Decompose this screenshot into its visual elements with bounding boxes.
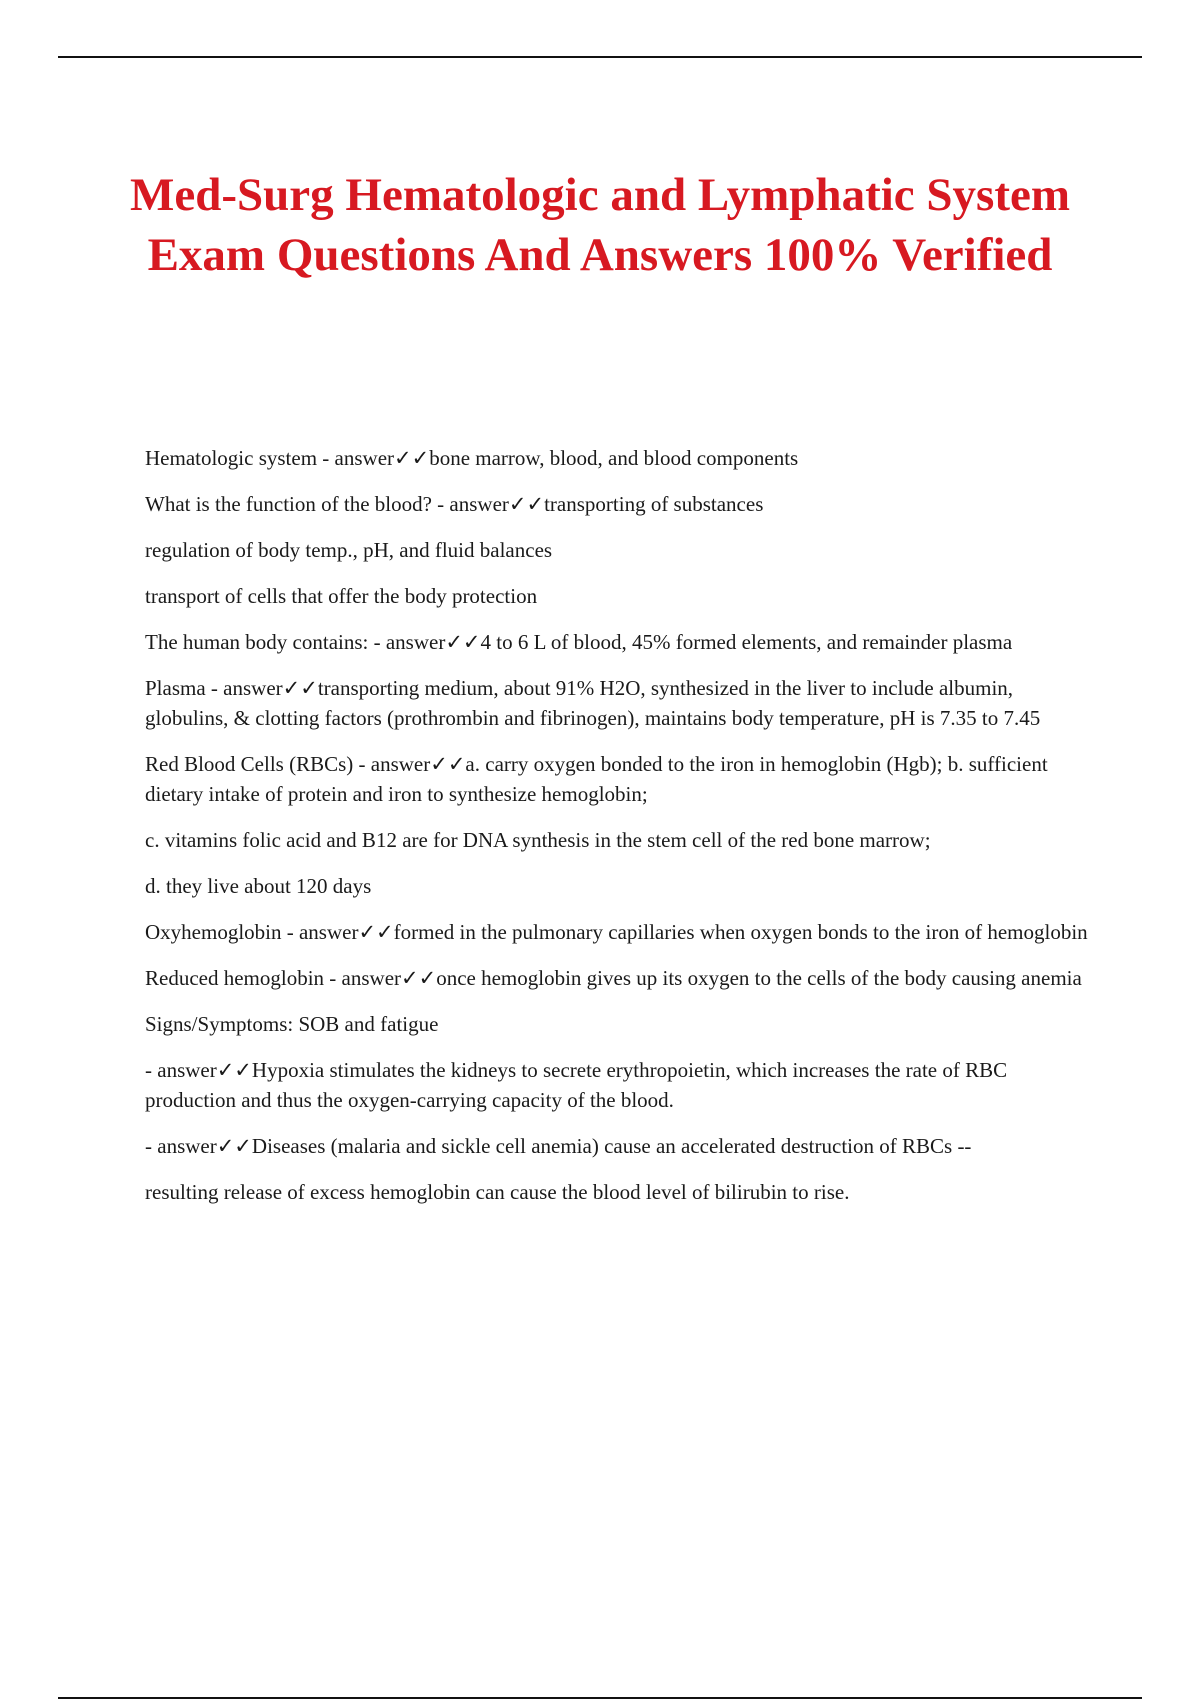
document-title: Med-Surg Hematologic and Lymphatic System Exam Questions And Answers 100% Verified bbox=[130, 169, 1070, 281]
paragraph: Oxyhemoglobin - answer✓✓formed in the pulmonary capillaries when oxygen bonds to the iron of hemoglobin bbox=[145, 920, 1088, 944]
paragraph: regulation of body temp., pH, and fluid balances bbox=[145, 538, 553, 562]
top-rule bbox=[58, 56, 1142, 58]
paragraph: Plasma - answer✓✓transporting medium, about 91% H2O, synthesized in the liver to include albumin, globulins, & clotting factors (prothrombin and fibrinogen), maintains body temperature, pH is 7.35 to 7.45 bbox=[145, 676, 1041, 730]
paragraph: Signs/Symptoms: SOB and fatigue bbox=[145, 1012, 439, 1036]
paragraph: - answer✓✓Diseases (malaria and sickle cell anemia) cause an accelerated destruction of RBCs -- bbox=[145, 1134, 972, 1158]
paragraph: transport of cells that offer the body protection bbox=[145, 584, 538, 608]
paragraph: c. vitamins folic acid and B12 are for DNA synthesis in the stem cell of the red bone marrow; bbox=[145, 828, 931, 852]
paragraph: - answer✓✓Hypoxia stimulates the kidneys to secrete erythropoietin, which increases the rate of RBC production and thus the oxygen-carrying capacity of the blood. bbox=[145, 1058, 1008, 1112]
paragraph: The human body contains: - answer✓✓4 to 6 L of blood, 45% formed elements, and remainder plasma bbox=[145, 630, 1013, 654]
paragraph: d. they live about 120 days bbox=[145, 874, 372, 898]
paragraph: Red Blood Cells (RBCs) - answer✓✓a. carry oxygen bonded to the iron in hemoglobin (Hgb); b. sufficient dietary intake of protein and iron to synthesize hemoglobin; bbox=[145, 752, 1048, 806]
document-body bbox=[145, 443, 1095, 1223]
paragraph: Hematologic system - answer✓✓bone marrow, blood, and blood components bbox=[145, 446, 799, 470]
paragraph: What is the function of the blood? - answer✓✓transporting of substances bbox=[145, 492, 764, 516]
bottom-rule bbox=[58, 1697, 1142, 1699]
paragraph: resulting release of excess hemoglobin can cause the blood level of bilirubin to rise. bbox=[145, 1180, 850, 1204]
paragraph: Reduced hemoglobin - answer✓✓once hemoglobin gives up its oxygen to the cells of the body causing anemia bbox=[145, 966, 1082, 990]
